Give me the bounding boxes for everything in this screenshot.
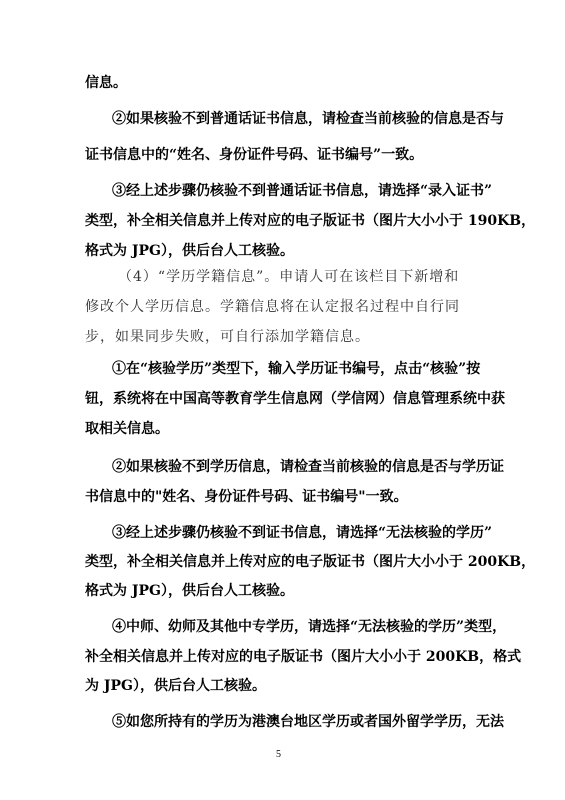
text-line: 格式为 JPG），供后台人工核验。 (85, 583, 294, 599)
text-line: 钮，系统将在中国高等教育学生信息网（学信网）信息管理系统中获 (85, 391, 505, 407)
page-number: 5 (276, 749, 281, 760)
text-line: 为 JPG），供后台人工核验。 (85, 678, 266, 694)
text-line: ②如果核验不到普通话证书信息，请检查当前核验的信息是否与 (112, 111, 504, 127)
text-line: 书信息中的"姓名、身份证件号码、证书编号"一致。 (85, 489, 408, 505)
text-line: ③经上述步骤仍核验不到证书信息，请选择“无法核验的学历” (112, 525, 493, 541)
text-line: 取相关信息。 (85, 421, 169, 437)
text-line: ③经上述步骤仍核验不到普通话证书信息，请选择“录入证书” (112, 183, 493, 199)
text-line: 修改个人学历信息。学籍信息将在认定报名过程中自行同 (85, 299, 460, 315)
text-line: ①在“核验学历”类型下，输入学历证书编号，点击“核验”按 (112, 361, 481, 377)
text-line: 格式为 JPG），供后台人工核验。 (85, 243, 294, 259)
text-line: 补全相关信息并上传对应的电子版证书（图片大小小于 200KB，格式 (85, 649, 522, 665)
text-line: 步，如果同步失败，可自行添加学籍信息。 (85, 329, 370, 345)
text-line: （4）“学历学籍信息”。申请人可在该栏目下新增和 (118, 269, 460, 285)
text-line: 证书信息中的“姓名、身份证件号码、证书编号”一致。 (85, 147, 424, 163)
text-line: ⑤如您所持有的学历为港澳台地区学历或者国外留学学历，无法 (112, 714, 504, 730)
text-line: ④中师、幼师及其他中专学历，请选择“无法核验的学历”类型， (112, 619, 507, 635)
text-line: 类型，补全相关信息并上传对应的电子版证书（图片大小小于 200KB， (85, 554, 536, 570)
text-line: ②如果核验不到学历信息，请检查当前核验的信息是否与学历证 (112, 459, 504, 475)
text-line: 类型，补全相关信息并上传对应的电子版证书（图片大小小于 190KB， (85, 213, 536, 229)
text-line: 信息。 (85, 75, 127, 91)
